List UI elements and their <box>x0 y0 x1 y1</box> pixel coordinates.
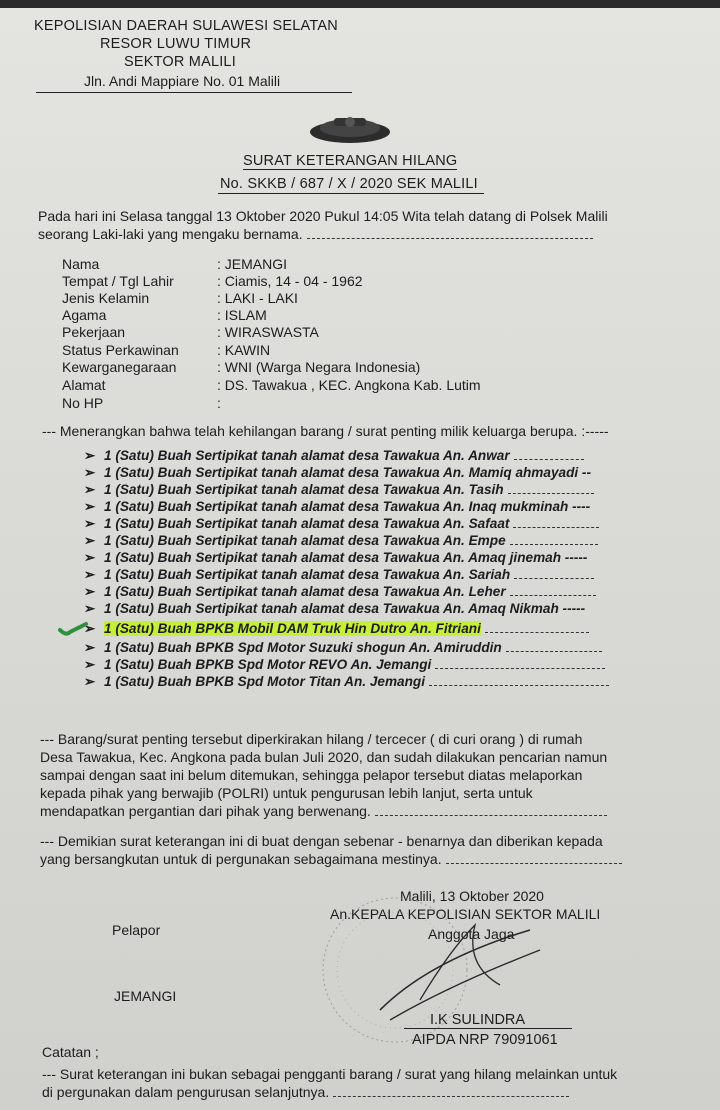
header-line-1: KEPOLISIAN DAERAH SULAWESI SELATAN <box>34 18 338 34</box>
arrow-bullet-icon: ➢ <box>84 550 96 565</box>
list-item: ➢ 1 (Satu) Buah BPKB Spd Motor REVO An. Jemangi <box>84 657 605 673</box>
identity-label: Pekerjaan <box>62 324 126 340</box>
identity-label: Status Perkawinan <box>62 342 179 358</box>
list-item: ➢ 1 (Satu) Buah Sertipikat tanah alamat desa Tawakua An. Inaq mukminah ---- <box>84 499 591 514</box>
identity-label: Jenis Kelamin <box>62 290 150 306</box>
identity-value: : KAWIN <box>217 342 271 358</box>
paragraph-line: Desa Tawakua, Kec. Angkona pada bulan Juli 2020, dan sudah dilakukan pencarian namun <box>40 749 608 765</box>
arrow-bullet-icon: ➢ <box>84 657 96 672</box>
statement-line: --- Menerangkan bahwa telah kehilangan barang / surat penting milik keluarga berupa. :----- <box>42 423 609 439</box>
officer-name-rule <box>404 1028 572 1029</box>
identity-label: Tempat / Tgl Lahir <box>62 273 174 289</box>
arrow-bullet-icon: ➢ <box>84 567 96 582</box>
header-address: Jln. Andi Mappiare No. 01 Malili <box>84 73 281 89</box>
document-number: No. SKKB / 687 / X / 2020 SEK MALILI <box>220 176 478 192</box>
identity-value: : JEMANGI <box>217 256 288 272</box>
reporter-label: Pelapor <box>112 922 161 938</box>
paragraph-line: mendapatkan pergantian dari pihak yang berwenang. <box>40 802 607 820</box>
arrow-bullet-icon: ➢ <box>84 601 96 616</box>
document-title: SURAT KETERANGAN HILANG <box>243 153 458 169</box>
notes-label: Catatan ; <box>42 1044 99 1060</box>
identity-value: : LAKI - LAKI <box>217 290 298 306</box>
officer-role: Anggota Jaga <box>428 926 515 942</box>
identity-value: : WNI (Warga Negara Indonesia) <box>217 359 421 375</box>
paragraph-line: kepada pihak yang berwajib (POLRI) untuk pengurusan lebih lanjut, serta untuk <box>40 785 533 801</box>
header-rule <box>36 92 352 93</box>
intro-line-1: Pada hari ini Selasa tanggal 13 Oktober 2020 Pukul 14:05 Wita telah datang di Polsek Malili <box>38 208 608 224</box>
arrow-bullet-icon: ➢ <box>84 584 96 599</box>
officer-name: I.K SULINDRA <box>430 1012 526 1028</box>
list-item: ➢ 1 (Satu) Buah Sertipikat tanah alamat desa Tawakua An. Mamiq ahmayadi -- <box>84 465 591 480</box>
arrow-bullet-icon: ➢ <box>84 674 96 689</box>
paragraph-line: --- Barang/surat penting tersebut diperkirakan hilang / tercecer ( di curi orang ) di rumah <box>40 731 583 747</box>
arrow-bullet-icon: ➢ <box>84 482 96 497</box>
arrow-bullet-icon: ➢ <box>84 640 96 655</box>
arrow-bullet-icon: ➢ <box>84 621 96 636</box>
paragraph-line: --- Demikian surat keterangan ini di buat dengan sebenar - benarnya dan diberikan kepada <box>40 833 603 849</box>
identity-label: No HP <box>62 395 104 411</box>
number-rule <box>218 193 484 194</box>
identity-label: Kewarganegaraan <box>62 359 177 375</box>
list-item: ➢ 1 (Satu) Buah Sertipikat tanah alamat desa Tawakua An. Safaat <box>84 516 599 532</box>
list-item-highlighted: ➢ 1 (Satu) Buah BPKB Mobil DAM Truk Hin Dutro An. Fitriani <box>84 621 589 637</box>
arrow-bullet-icon: ➢ <box>84 516 96 531</box>
scan-edge <box>0 0 720 8</box>
paragraph-line: yang bersangkutan untuk di pergunakan sebagaimana mestinya. <box>40 850 622 868</box>
list-item: ➢ 1 (Satu) Buah Sertipikat tanah alamat desa Tawakua An. Anwar <box>84 448 584 464</box>
place-date: Malili, 13 Oktober 2020 <box>400 888 544 904</box>
list-item: ➢ 1 (Satu) Buah Sertipikat tanah alamat desa Tawakua An. Empe <box>84 533 598 549</box>
police-emblem-icon <box>304 110 396 148</box>
list-item: ➢ 1 (Satu) Buah Sertipikat tanah alamat desa Tawakua An. Sariah <box>84 567 594 583</box>
paragraph-line: sampai dengan saat ini belum ditemukan, sehingga pelapor tersebut diatas melaporkan <box>40 767 583 783</box>
list-item: ➢ 1 (Satu) Buah BPKB Spd Motor Suzuki shogun An. Amiruddin <box>84 640 602 656</box>
pen-check-mark-icon <box>58 620 90 638</box>
header-line-3: SEKTOR MALILI <box>124 54 236 70</box>
arrow-bullet-icon: ➢ <box>84 448 96 463</box>
reporter-name: JEMANGI <box>114 988 177 1004</box>
identity-label: Agama <box>62 307 107 323</box>
arrow-bullet-icon: ➢ <box>84 499 96 514</box>
identity-label: Nama <box>62 256 100 272</box>
notes-line-1: --- Surat keterangan ini bukan sebagai pengganti barang / surat yang hilang melainkan untuk <box>42 1066 618 1082</box>
identity-value: : <box>217 395 221 411</box>
list-item: ➢ 1 (Satu) Buah Sertipikat tanah alamat desa Tawakua An. Leher <box>84 584 596 600</box>
identity-value: : Ciamis, 14 - 04 - 1962 <box>217 273 363 289</box>
notes-line-2: di pergunakan dalam pengurusan selanjutnya. <box>42 1084 569 1100</box>
intro-line-2: seorang Laki-laki yang mengaku bernama. <box>38 226 593 242</box>
identity-label: Alamat <box>62 377 106 393</box>
arrow-bullet-icon: ➢ <box>84 533 96 548</box>
list-item: ➢ 1 (Satu) Buah Sertipikat tanah alamat desa Tawakua An. Amaq Nikmah ----- <box>84 601 586 616</box>
list-item: ➢ 1 (Satu) Buah BPKB Spd Motor Titan An. Jemangi <box>84 674 609 690</box>
identity-value: : DS. Tawakua , KEC. Angkona Kab. Lutim <box>217 377 481 393</box>
identity-value: : ISLAM <box>217 307 267 323</box>
officer-rank: AIPDA NRP 79091061 <box>412 1032 558 1048</box>
list-item: ➢ 1 (Satu) Buah Sertipikat tanah alamat desa Tawakua An. Amaq jinemah ----- <box>84 550 588 565</box>
office-title: An.KEPALA KEPOLISIAN SEKTOR MALILI <box>330 906 601 922</box>
identity-value: : WIRASWASTA <box>217 324 319 340</box>
header-line-2: RESOR LUWU TIMUR <box>100 36 252 52</box>
arrow-bullet-icon: ➢ <box>84 465 96 480</box>
list-item: ➢ 1 (Satu) Buah Sertipikat tanah alamat desa Tawakua An. Tasih <box>84 482 594 498</box>
